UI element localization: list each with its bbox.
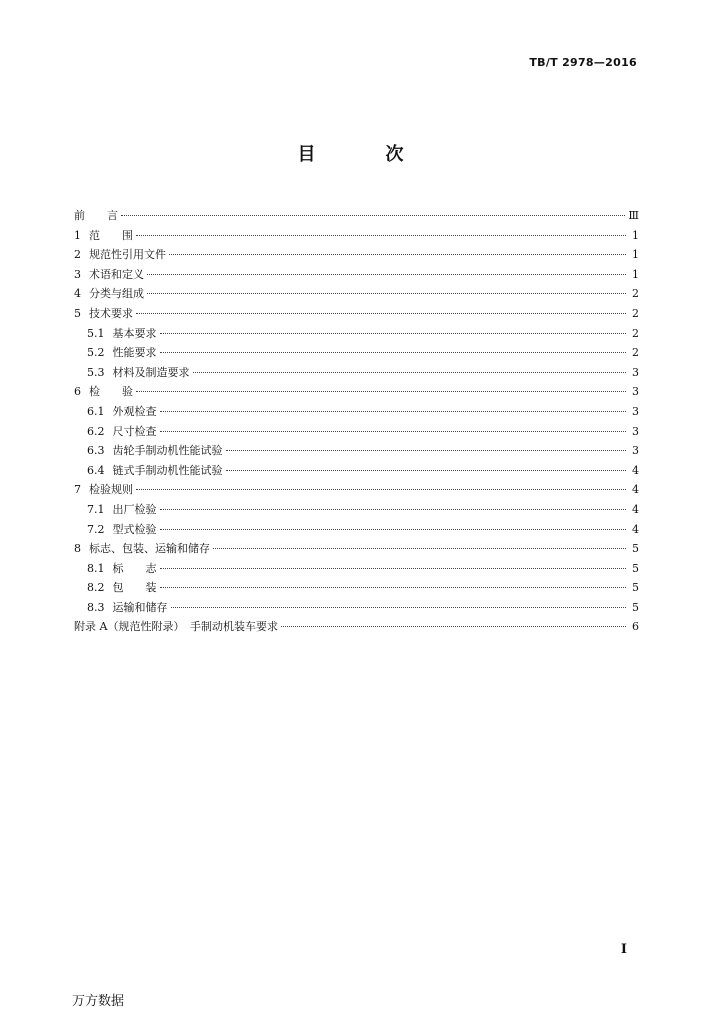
- toc-entry-page: 2: [632, 306, 639, 320]
- toc-entry-label: 术语和定义: [89, 267, 144, 281]
- toc-entry-page: 4: [632, 502, 639, 516]
- dot-leader: [136, 391, 626, 392]
- toc-entry[interactable]: [74, 305, 639, 325]
- toc-entry[interactable]: [74, 364, 639, 384]
- toc-entry-heading: [87, 344, 157, 360]
- toc-entry-heading: [74, 266, 144, 282]
- toc-entry-number: 8.2: [87, 581, 105, 595]
- toc-entry-label: 运输和储存: [112, 600, 168, 614]
- toc-entry-page: 3: [632, 424, 639, 438]
- table-of-contents: [74, 207, 639, 638]
- dot-leader: [226, 450, 627, 451]
- toc-entry-label: 尺寸检查: [112, 424, 157, 438]
- toc-entry-heading: [87, 501, 157, 517]
- toc-entry-page: 3: [632, 444, 639, 458]
- toc-entry-page: 2: [632, 326, 639, 340]
- dot-leader: [213, 548, 626, 549]
- toc-entry-heading: [74, 207, 118, 223]
- toc-entry-number: 1: [74, 228, 81, 242]
- toc-entry-heading: [74, 383, 133, 399]
- toc-entry-heading: [87, 325, 157, 341]
- toc-entry[interactable]: [74, 383, 639, 403]
- dot-leader: [160, 333, 627, 334]
- toc-entry-page: 2: [632, 346, 639, 360]
- toc-entry-label: 技术要求: [89, 306, 133, 320]
- toc-entry-heading: [87, 462, 223, 478]
- toc-entry-label: 型式检验: [112, 522, 157, 536]
- toc-entry-heading: [87, 403, 157, 419]
- toc-entry[interactable]: [74, 579, 639, 599]
- dot-leader: [160, 411, 627, 412]
- toc-entry-number: 6: [74, 385, 81, 399]
- toc-entry[interactable]: [74, 442, 639, 462]
- toc-entry-page: 1: [632, 248, 639, 262]
- dot-leader: [160, 568, 627, 569]
- toc-entry[interactable]: [74, 540, 639, 560]
- toc-entry-number: 5: [74, 306, 81, 320]
- toc-entry-label: 出厂检验: [112, 502, 157, 516]
- toc-entry-page: 4: [632, 483, 639, 497]
- toc-entry-label: 范 围: [89, 228, 133, 242]
- dot-leader: [160, 587, 627, 588]
- page-title: 目 次: [297, 144, 430, 165]
- dot-leader: [160, 431, 627, 432]
- toc-entry-heading: [74, 227, 133, 243]
- toc-entry-heading: [74, 305, 133, 321]
- toc-entry[interactable]: [74, 227, 639, 247]
- toc-entry-label: 性能要求: [112, 346, 157, 360]
- toc-entry[interactable]: [74, 481, 639, 501]
- dot-leader: [160, 529, 627, 530]
- toc-entry-number: 2: [74, 248, 81, 262]
- toc-entry-page: 6: [632, 620, 639, 634]
- toc-entry-heading: [74, 481, 133, 497]
- toc-entry[interactable]: [74, 266, 639, 286]
- dot-leader: [160, 509, 627, 510]
- toc-entry-number: 4: [74, 287, 81, 301]
- toc-entry-page: Ⅲ: [628, 209, 639, 222]
- toc-entry[interactable]: [74, 618, 639, 638]
- dot-leader: [281, 626, 626, 627]
- toc-entry-page: 3: [632, 365, 639, 379]
- toc-entry[interactable]: [74, 599, 639, 619]
- dot-leader: [121, 215, 625, 216]
- toc-entry-number: 5.3: [87, 365, 105, 379]
- toc-entry-heading: [74, 618, 278, 634]
- toc-entry-label: 包 装: [112, 581, 157, 595]
- toc-entry-label: 附录 A（规范性附录） 手制动机装车要求: [74, 620, 278, 634]
- toc-entry-label: 规范性引用文件: [89, 248, 166, 262]
- dot-leader: [171, 607, 627, 608]
- toc-entry-label: 检验规则: [89, 483, 133, 497]
- toc-entry-label: 链式手制动机性能试验: [112, 463, 223, 477]
- toc-entry-page: 5: [632, 561, 639, 575]
- toc-entry-number: 6.4: [87, 463, 105, 477]
- toc-entry-page: 5: [632, 542, 639, 556]
- toc-entry-number: 8.3: [87, 600, 105, 614]
- toc-entry[interactable]: [74, 462, 639, 482]
- toc-entry-heading: [87, 579, 157, 595]
- toc-entry-label: 外观检查: [112, 404, 157, 418]
- toc-entry-number: 7.2: [87, 522, 105, 536]
- toc-entry-label: 齿轮手制动机性能试验: [112, 444, 223, 458]
- toc-entry-heading: [87, 423, 157, 439]
- toc-entry-label: 前 言: [74, 209, 118, 222]
- toc-entry[interactable]: [74, 560, 639, 580]
- watermark-text: 万方数据: [72, 994, 125, 1009]
- toc-entry[interactable]: [74, 207, 639, 227]
- dot-leader: [147, 274, 626, 275]
- toc-entry-label: 材料及制造要求: [112, 365, 190, 379]
- toc-entry[interactable]: [74, 501, 639, 521]
- toc-entry-number: 6.3: [87, 444, 105, 458]
- toc-entry-label: 基本要求: [112, 326, 157, 340]
- dot-leader: [147, 293, 626, 294]
- toc-entry[interactable]: [74, 423, 639, 443]
- toc-entry-number: 8.1: [87, 561, 105, 575]
- toc-entry-label: 标 志: [112, 561, 157, 575]
- toc-entry-number: 8: [74, 542, 81, 556]
- toc-entry-page: 1: [632, 228, 639, 242]
- toc-entry-number: 6.1: [87, 404, 105, 418]
- dot-leader: [226, 470, 627, 471]
- toc-entry-heading: [87, 599, 168, 615]
- toc-entry-number: 7.1: [87, 502, 105, 516]
- toc-entry-page: 1: [632, 267, 639, 281]
- toc-entry-heading: [87, 521, 157, 537]
- toc-entry-page: 3: [632, 385, 639, 399]
- toc-entry-heading: [74, 246, 166, 262]
- dot-leader: [136, 313, 626, 314]
- dot-leader: [193, 372, 627, 373]
- toc-entry[interactable]: [74, 344, 639, 364]
- toc-entry-heading: [87, 442, 223, 458]
- toc-entry-number: 3: [74, 267, 81, 281]
- standard-code: TB/T 2978—2016: [529, 56, 637, 69]
- toc-entry-page: 5: [632, 600, 639, 614]
- toc-entry-page: 4: [632, 522, 639, 536]
- toc-entry-label: 检 验: [89, 385, 133, 399]
- toc-entry[interactable]: [74, 246, 639, 266]
- dot-leader: [136, 235, 626, 236]
- page-number: I: [620, 942, 627, 957]
- toc-entry-heading: [87, 560, 157, 576]
- toc-entry-page: 5: [632, 581, 639, 595]
- toc-entry-number: 5.1: [87, 326, 105, 340]
- toc-entry[interactable]: [74, 521, 639, 541]
- dot-leader: [136, 489, 626, 490]
- toc-entry-label: 标志、包装、运输和储存: [89, 542, 210, 556]
- toc-entry-number: 7: [74, 483, 81, 497]
- toc-entry[interactable]: [74, 403, 639, 423]
- toc-entry-heading: [74, 285, 144, 301]
- toc-entry[interactable]: [74, 285, 639, 305]
- dot-leader: [160, 352, 627, 353]
- dot-leader: [169, 254, 626, 255]
- toc-entry[interactable]: [74, 325, 639, 345]
- toc-entry-page: 4: [632, 463, 639, 477]
- toc-entry-number: 6.2: [87, 424, 105, 438]
- toc-entry-label: 分类与组成: [89, 287, 144, 301]
- toc-entry-heading: [87, 364, 190, 380]
- toc-entry-page: 2: [632, 287, 639, 301]
- toc-entry-page: 3: [632, 404, 639, 418]
- toc-entry-heading: [74, 540, 210, 556]
- toc-entry-number: 5.2: [87, 346, 105, 360]
